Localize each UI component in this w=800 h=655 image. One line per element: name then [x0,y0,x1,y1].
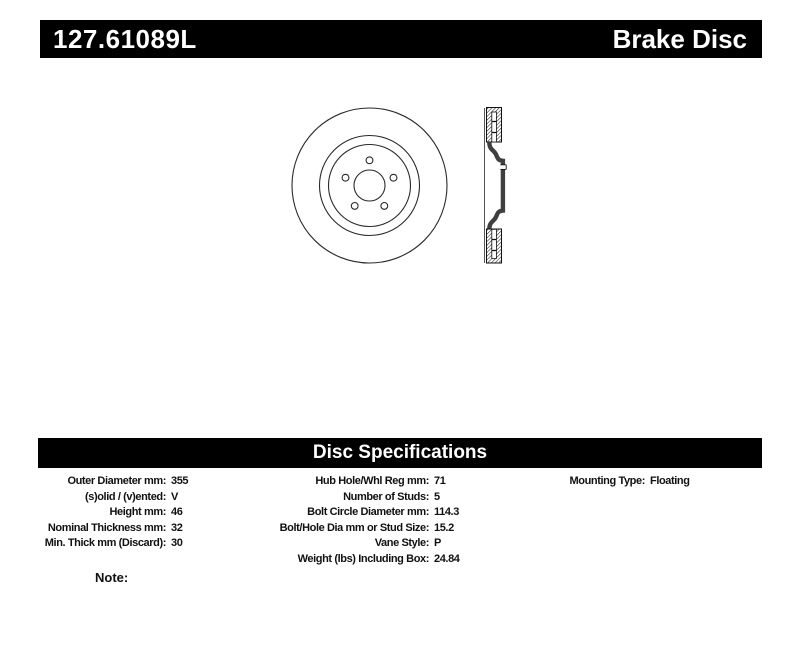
spec-label: Bolt Circle Diameter mm: [307,506,429,519]
note-label: Note: [95,570,129,585]
spec-label: Bolt/Hole Dia mm or Stud Size: [279,521,429,534]
brake-disc-cross-section-view [485,108,507,264]
technical-drawing [270,85,530,295]
register-notch [500,165,505,170]
spec-label: Mounting Type: [569,475,645,487]
spec-row [26,536,188,552]
bolt-hole [390,174,397,181]
spec-value: 24.84 [434,552,460,565]
part-number: 127.61089L [53,23,197,54]
spec-row [259,474,460,490]
spec-row [515,474,690,490]
spec-row [26,474,188,490]
brake-disc-front-view [292,108,447,263]
spec-label: Number of Studs: [343,490,429,503]
spec-value: V [171,490,178,503]
spec-value: 71 [434,475,446,487]
spec-value: 30 [171,537,183,550]
spec-value: 46 [171,506,183,519]
spec-column-left [26,474,188,552]
spec-row [26,521,188,537]
hat-wall [489,142,503,230]
spec-label: (s)olid / (v)ented: [84,490,166,503]
spec-value: 15.2 [434,521,454,534]
spec-label: Hub Hole/Whl Reg mm: [315,475,429,487]
spec-column-right [515,474,690,490]
spec-row [259,536,460,552]
spec-label: Vane Style: [374,537,429,550]
spec-value: 355 [171,475,189,487]
vane-channel-top [492,112,497,142]
spec-label: Nominal Thickness mm: [47,521,166,534]
spec-label: Outer Diameter mm: [67,475,166,487]
bolt-hole [342,174,349,181]
vane-channel-bottom [492,229,497,258]
spec-value: P [434,537,441,550]
spec-row [259,552,460,568]
spec-row [26,505,188,521]
braking-surface-inner-edge [320,136,420,236]
spec-section-title: Disc Specifications [312,442,488,463]
spec-row [259,521,460,537]
bolt-hole [366,157,373,164]
disc-outer-edge [292,108,447,263]
spec-row [259,490,460,506]
bolt-hole [381,203,388,210]
spec-column-middle [259,474,460,568]
product-type-title: Brake Disc [612,23,747,54]
bolt-hole [351,203,358,210]
spec-label: Weight (lbs) Including Box: [297,552,429,565]
spec-section-bar [38,438,762,468]
spec-row [26,490,188,506]
spec-value: 5 [434,490,440,503]
spec-value: Floating [650,475,690,487]
header-bar [40,20,762,58]
spec-value: 32 [171,521,183,534]
spec-value: 114.3 [434,506,459,519]
spec-label: Height mm: [109,506,166,519]
spec-row [259,505,460,521]
center-hub-hole [354,170,385,201]
spec-label: Min. Thick mm (Discard): [44,537,166,550]
